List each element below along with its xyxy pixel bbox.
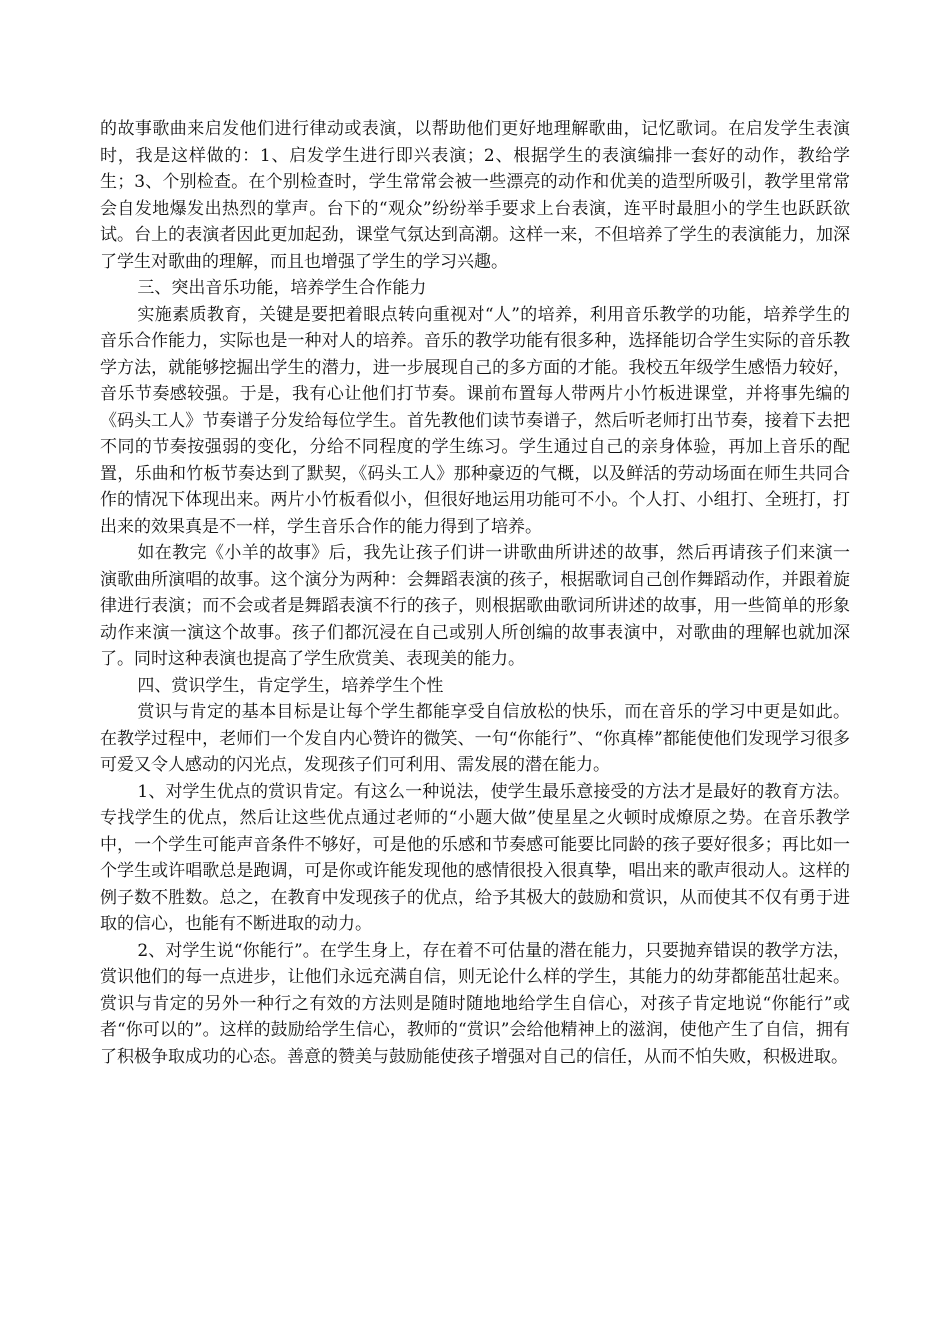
- paragraph-point-2: 2、对学生说“你能行”。在学生身上，存在着不可估量的潜在能力，只要抛弃错误的教学方法，赏识他们的每一点进步，让他们永远充满自信，则无论什么样的学生，其能力的幼芽都能茁壮起来。赏识与肯定的另外一种行之有效的方法则是随时随地地给学生自信心，对孩子肯定地说“你能行”或者“你可以的”。这样的鼓励给学生信心，教师的“赏识”会给他精神上的滋润，使他产生了自信，拥有了积极争取成功的心态。善意的赞美与鼓励能使孩子增强对自己的信任，从而不怕失败，积极进取。: [100, 940, 850, 1067]
- paragraph-cooperation: 实施素质教育，关键是要把着眼点转向重视对“人”的培养，利用音乐教学的功能，培养学生的音乐合作能力，实际也是一种对人的培养。音乐的教学功能有很多种，选择能切合学生实际的音乐教学方法，就能够挖掘出学生的潜力，进一步展现自己的多方面的才能。我校五年级学生感悟力较好，音乐节奏感较强。于是，我有心让他们打节奏。课前布置每人带两片小竹板进课堂，并将事先编的《码头工人》节奏谱子分发给每位学生。首先教他们读节奏谱子，然后听老师打出节奏，接着下去把不同的节奏按强弱的变化，分给不同程度的学生练习。学生通过自己的亲身体验，再加上音乐的配置，乐曲和竹板节奏达到了默契，《码头工人》那种豪迈的气概，以及鲜活的劳动场面在师生共同合作的情况下体现出来。两片小竹板看似小，但很好地运用功能可不小。个人打、小组打、全班打，打出来的效果真是不一样，学生音乐合作的能力得到了培养。: [100, 304, 850, 537]
- paragraph-lamb-story: 如在教完《小羊的故事》后，我先让孩子们讲一讲歌曲所讲述的故事，然后再请孩子们来演一演歌曲所演唱的故事。这个演分为两种：会舞蹈表演的孩子，根据歌词自己创作舞蹈动作，并跟着旋律进行表演；而不会或者是舞蹈表演不行的孩子，则根据歌曲歌词所讲述的故事，用一些简单的形象动作来演一演这个故事。孩子们都沉浸在自己或别人所创编的故事表演中，对歌曲的理解也就加深了。同时这种表演也提高了学生欣赏美、表现美的能力。: [100, 543, 850, 669]
- document-body: [100, 116, 850, 1070]
- section-heading-4: 四、赏识学生，肯定学生，培养学生个性: [137, 675, 444, 696]
- paragraph-point-1: 1、对学生优点的赏识肯定。有这么一种说法，使学生最乐意接受的方法才是最好的教育方法。专找学生的优点，然后让这些优点通过老师的“小题大做”使星星之火顿时成燎原之势。在音乐教学中，一个学生可能声音条件不够好，可是他的乐感和节奏感可能要比同龄的孩子要好很多；再比如一个学生或许唱歌总是跑调，可是你或许能发现他的感情很投入很真挚，唱出来的歌声很动人。这样的例子数不胜数。总之，在教育中发现孩子的优点，给予其极大的鼓励和赏识，从而使其不仅有勇于进取的信心，也能有不断进取的动力。: [100, 781, 850, 934]
- paragraph-appreciation: 赏识与肯定的基本目标是让每个学生都能享受自信放松的快乐，而在音乐的学习中更是如此。在教学过程中，老师们一个发自内心赞许的微笑、一句“你能行”、“你真棒”都能使他们发现学习很多可爱又令人感动的闪光点，发现孩子们可利用、需发展的潜在能力。: [100, 702, 850, 775]
- paragraph-continuation: 的故事歌曲来启发他们进行律动或表演，以帮助他们更好地理解歌曲，记忆歌词。在启发学生表演时，我是这样做的：1、启发学生进行即兴表演；2、根据学生的表演编排一套好的动作，教给学生；3、个别检查。在个别检查时，学生常常会被一些漂亮的动作和优美的造型所吸引，教学里常常会自发地爆发出热烈的掌声。台下的“观众”纷纷举手要求上台表演，连平时最胆小的学生也跃跃欲试。台上的表演者因此更加起劲，课堂气氛达到高潮。这样一来，不但培养了学生的表演能力，加深了学生对歌曲的理解，而且也增强了学生的学习兴趣。: [100, 119, 850, 272]
- section-heading-3: 三、突出音乐功能，培养学生合作能力: [137, 278, 427, 298]
